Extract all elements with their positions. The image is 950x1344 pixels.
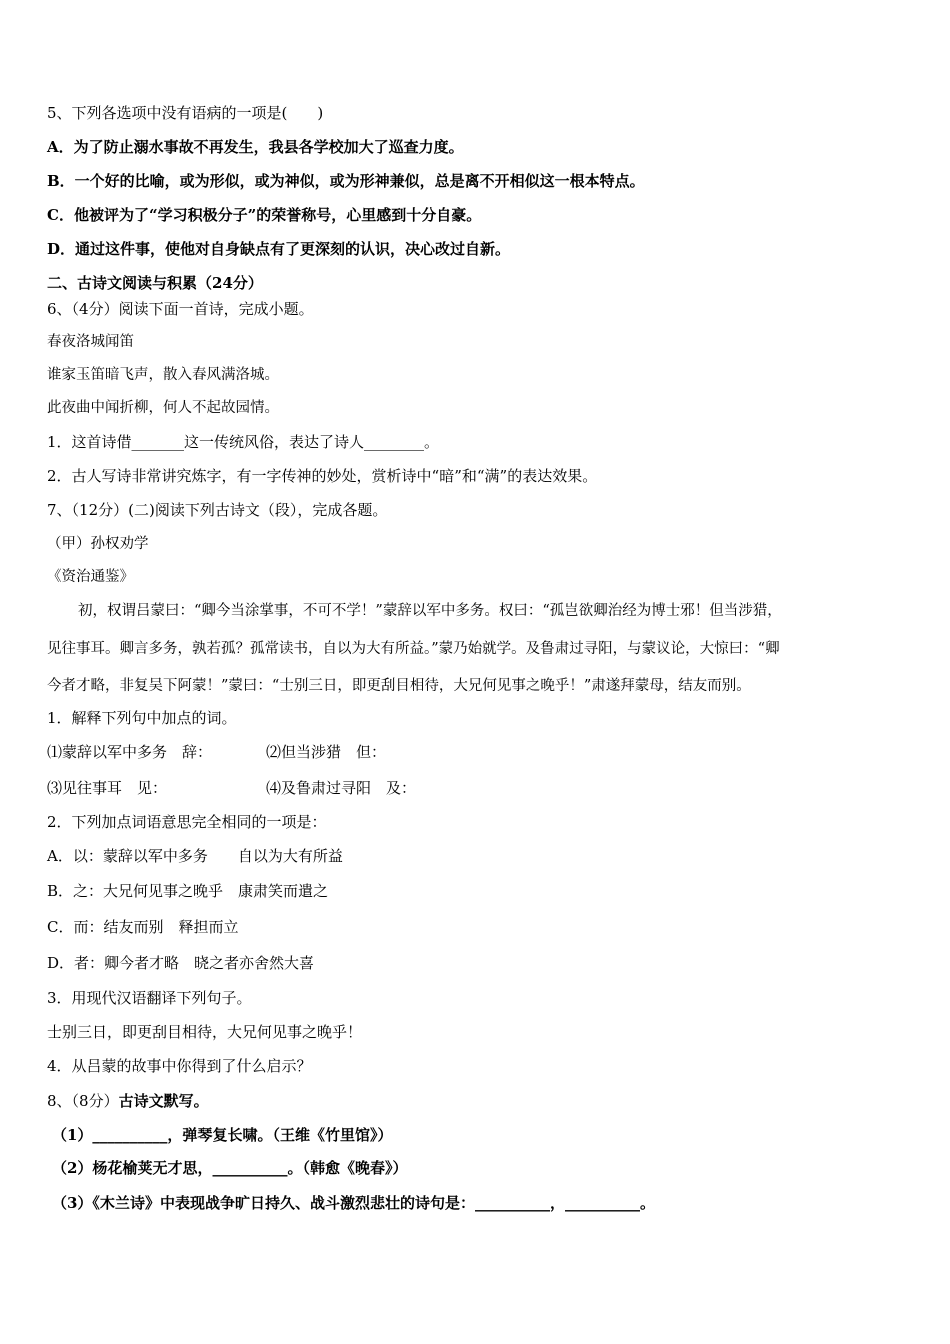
q7-sub2: 2．下列加点词语意思完全相同的一项是：: [47, 813, 327, 831]
q7-passage-line: 初，权谓吕蒙曰：“卿今当涂掌事，不可不学！”蒙辞以军中多务。权曰：“孤岂欲卿治经为博士邪！但当涉猎，: [78, 603, 782, 619]
q7-sub2-option-d: D．者：卿今者才略 晓之者亦舍然大喜: [47, 954, 315, 972]
q7-sub1-item: ⑵但当涉猎 但：: [266, 743, 387, 761]
q6-sub1: 1．这首诗借_______这一传统风俗，表达了诗人________。: [47, 433, 440, 451]
q5-option-d: D．通过这件事，使他对自身缺点有了更深刻的认识，决心改过自新。: [47, 240, 511, 258]
q7-sub2-option-c: C．而：结友而别 释担而立: [47, 918, 239, 936]
q7-sub4: 4．从吕蒙的故事中你得到了什么启示？: [47, 1057, 312, 1075]
q5-option-a: A．为了防止溺水事故不再发生，我县各学校加大了巡查力度。: [47, 138, 464, 156]
q8-stem: [47, 1091, 209, 1111]
q7-sub2-option-a: A．以：蒙辞以军中多务 自以为大有所益: [47, 847, 343, 865]
q7-source: 《资治通鉴》: [47, 569, 134, 585]
q8-item-3: （3）《木兰诗》中表现战争旷日持久、战斗激烈悲壮的诗句是：__________，__________。: [52, 1194, 655, 1212]
q8-item-1: （1）__________，弹琴复长啸。（王维《竹里馆》）: [52, 1126, 393, 1144]
q6-poem-title: 春夜洛城闻笛: [47, 334, 134, 350]
q6-sub2: 2．古人写诗非常讲究炼字，有一字传神的妙处，赏析诗中“暗”和“满”的表达效果。: [47, 467, 598, 485]
q5-option-c: C．他被评为了“学习积极分子”的荣誉称号，心里感到十分自豪。: [47, 206, 482, 224]
q7-sub1: 1．解释下列句中加点的词。: [47, 709, 237, 727]
q6-poem-line: 谁家玉笛暗飞声，散入春风满洛城。: [47, 367, 279, 383]
q5-stem: 5、下列各选项中没有语病的一项是( ): [47, 104, 324, 122]
q7-stem: 7、（12分）(二)阅读下列古诗文（段），完成各题。: [47, 501, 388, 519]
q8-stem-prefix: 8、（8分）: [47, 1092, 119, 1110]
q6-poem-line: 此夜曲中闻折柳，何人不起故园情。: [47, 400, 279, 416]
q7-sub1-item: ⑴蒙辞以军中多务 辞：: [47, 743, 213, 761]
q7-sub1-item: ⑷及鲁肃过寻阳 及：: [266, 779, 417, 797]
q7-part-label: （甲）孙权劝学: [47, 536, 149, 552]
q7-sub3-sentence: 士别三日，即更刮目相待，大兄何见事之晚乎！: [47, 1023, 363, 1041]
q8-stem-title: 古诗文默写。: [118, 1092, 209, 1110]
q8-item-2: （2）杨花榆荚无才思，__________。（韩愈《晚春》）: [52, 1159, 408, 1177]
q7-passage-line: 见往事耳。卿言多务，孰若孤？孤常读书，自以为大有所益。”蒙乃始就学。及鲁肃过寻阳，与蒙议论，大惊曰：“卿: [47, 641, 780, 657]
q7-sub1-item: ⑶见往事耳 见：: [47, 779, 168, 797]
q7-sub3: 3．用现代汉语翻译下列句子。: [47, 989, 252, 1007]
q6-stem: 6、（4分）阅读下面一首诗，完成小题。: [47, 300, 314, 318]
section-2-title: 二、古诗文阅读与积累（24分）: [47, 274, 263, 292]
q7-passage-line: 今者才略，非复吴下阿蒙！”蒙曰：“士别三日，即更刮目相待，大兄何见事之晚乎！”肃遂拜蒙母，结友而别。: [47, 678, 751, 694]
q7-sub2-option-b: B．之：大兄何见事之晚乎 康肃笑而遣之: [47, 882, 329, 900]
q5-option-b: B．一个好的比喻，或为形似，或为神似，或为形神兼似，总是离不开相似这一根本特点。: [47, 172, 645, 190]
